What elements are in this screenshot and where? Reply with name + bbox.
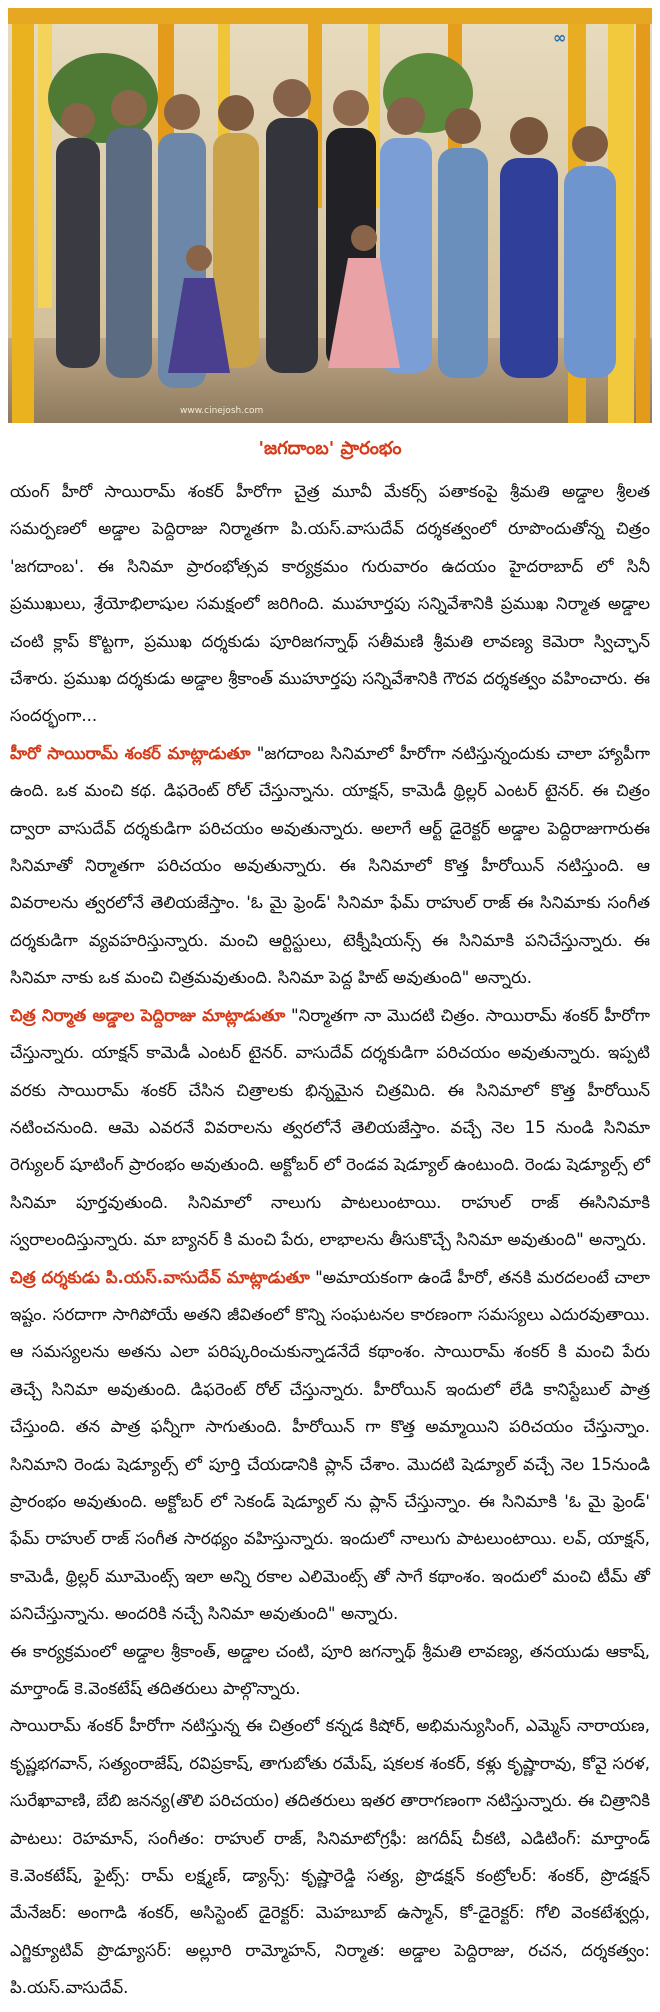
article-paragraph (10, 1707, 650, 2006)
paragraph-lead: చిత్ర నిర్మాత అడ్డాల పెద్దిరాజు మాట్లాడుతూ (10, 1005, 286, 1025)
paragraph-text: "నిర్మాతగా నా మొదటి చిత్రం. సాయిరామ్ శంకర్ హీరోగా చేస్తున్నారు. యాక్షన్ కామెడీ ఎంటర్ టైనర్. వాసుదేవ్ దర్శకుడిగా పరిచయం అవుతున్నారు. ఇప్పటి వరకు సాయిరామ్ శంకర్ చేసిన చిత్రాలకు భిన్నమైన చిత్రమిది. ఈ సినిమాలో కొత్త హీరోయిన్ నటించనుంది. ఆమె ఎవరనే వివరాలను త్వరలోనే తెలియజేస్తాం. వచ్చే నెల 15 నుండి సినిమా రెగ్యులర్ షూటింగ్ ప్రారంభం అవుతుంది. అక్టోబర్ లో రెండవ షెడ్యూల్ ఉంటుంది. రెండు షెడ్యూల్స్ లో సినిమా పూర్తవుతుంది. సినిమాలో నాలుగు పాటలుంటాయి. రాహుల్ రాజ్ ఈసినిమాకి స్వరాలందిస్తున్నారు. మా బ్యానర్ కి మంచి పేరు, లాభాలను తీసుకొచ్చే సినిమా అవుతుంది" అన్నారు. (10, 1005, 650, 1250)
photo-watermark: www.cinejosh.com (180, 406, 264, 416)
paragraph-text: "జగదాంబ సినిమాలో హీరోగా నటిస్తున్నందుకు చాలా హ్యాపీగా ఉంది. ఒక మంచి కథ. డిఫరెంట్ రోల్ చేస్తున్నాను. యాక్షన్, కామెడీ థ్రిల్లర్ ఎంటర్ టైనర్. ఈ చిత్రం ద్వారా వాసుదేవ్ దర్శకుడిగా పరిచయం అవుతున్నారు. అలాగే ఆర్ట్ డైరెక్టర్ అడ్డాల పెద్దిరాజుగారుఈ సినిమాతో నిర్మాతగా పరిచయం అవుతున్నారు. ఈ సినిమాలో కొత్త హీరోయిన్ నటిస్తుంది. ఆ వివరాలను త్వరలోనే తెలియజేస్తాం. 'ఓ మై ఫ్రెండ్' సినిమా ఫేమ్ రాహుల్ రాజ్ ఈ సినిమాకు సంగీత దర్శకుడిగా వ్యవహరిస్తున్నారు. మంచి ఆర్టిస్టులు, టెక్నీషియన్స్ ఈ సినిమాకి పనిచేస్తున్నారు. ఈ సినిమా నాకు ఒక మంచి చిత్రమవుతుంది. సినిమా పెద్ద హిట్ అవుతుంది" అన్నారు. (10, 743, 650, 988)
paragraph-text: సాయిరామ్ శంకర్ హీరోగా నటిస్తున్న ఈ చిత్రంలో కన్నడ కిషోర్, అభిమన్యుసింగ్, ఎమ్మెస్ నారాయణ, కృష్ణభగవాన్, సత్యంరాజేష్, రవిప్రకాష్, తాగుబోతు రమేష్, షకలక శంకర్, కళ్లు కృష్ణారావు, కోవై సరళ, సురేఖావాణి, బేబి జనన్య(తొలి పరిచయం) తదితరులు ఇతర తారాగణంగా నటిస్తున్నారు. ఈ చిత్రానికి పాటలు: రెహమాన్, సంగీతం: రాహుల్ రాజ్, సినిమాటోగ్రఫీ: జగదీష్ చీకటి, ఎడిటింగ్: మార్తాండ్ కె.వెంకటేష్, ఫైట్స్: రామ్ లక్ష్మణ్, డ్యాన్స్: కృష్ణారెడ్డి సత్య, ప్రొడక్షన్ కంట్రోలర్: శంకర్, ప్రొడక్షన్ మేనేజర్: అంగాడి శంకర్, అసిస్టెంట్ డైరెక్టర్: మెహబూబ్ ఉస్మాన్, కో-డైరెక్టర్: గోలి వెంకటేశ్వర్లు, ఎగ్జిక్యూటివ్ ప్రొడ్యూసర్: అల్లూరి రామ్మోహన్, నిర్మాత: అడ్డాల పెద్దిరాజు, రచన, దర్శకత్వం: పి.యస్.వాసుదేవ్. (10, 1716, 650, 1998)
article-paragraph (10, 997, 650, 1259)
article-paragraph (10, 735, 650, 997)
article-body (10, 473, 650, 2007)
paragraph-text: ఈ కార్యక్రమంలో అడ్డాల శ్రీకాంత్, అడ్డాల చంటి, పూరి జగన్నాథ్ శ్రీమతి లావణ్య, తనయుడు ఆకాష్, మార్తాండ్ కె.వెంకటేష్ తదితరులు పాల్గొన్నారు. (10, 1641, 650, 1698)
paragraph-text: యంగ్ హీరో సాయిరామ్ శంకర్ హీరోగా చైత్ర మూవీ మేకర్స్ పతాకంపై శ్రీమతి అడ్డాల శ్రీలత సమర్పణలో అడ్డాల పెద్దిరాజు నిర్మాతగా పి.యస్.వాసుదేవ్ దర్శకత్వంలో రూపొందుతోన్న చిత్రం 'జగదాంబ'. ఈ సినిమా ప్రారంభోత్సవ కార్యక్రమం గురువారం ఉదయం హైదరాబాద్ లో సినీ ప్రముఖులు, శ్రేయోభిలాషుల సమక్షంలో జరిగింది. ముహూర్తపు సన్నివేశానికి ప్రముఖ నిర్మాత అడ్డాల చంటి క్లాప్ కొట్టగా, ప్రముఖ దర్శకుడు పూరిజగన్నాథ్ సతీమణి శ్రీమతి లావణ్య కెమెరా స్విచ్ఛాన్ చేశారు. ప్రముఖ దర్శకుడు అడ్డాల శ్రీకాంత్ ముహూర్తపు సన్నివేశానికి గౌరవ దర్శకత్వం వహించారు. ఈ సందర్భంగా... (10, 482, 650, 726)
paragraph-lead: చిత్ర దర్శకుడు పి.యస్.వాసుదేవ్ మాట్లాడుతూ (10, 1267, 310, 1287)
paragraph-lead: హీరో సాయిరామ్ శంకర్ మాట్లాడుతూ (10, 743, 251, 763)
svg-text:∞: ∞ (553, 28, 567, 47)
event-photo (8, 8, 652, 423)
article-paragraph (10, 473, 650, 735)
event-photo-illustration (8, 8, 652, 423)
article-paragraph (10, 1259, 650, 1633)
paragraph-text: "అమాయకంగా ఉండే హీరో, తనకి మరదలంటే చాలా ఇష్టం. సరదాగా సాగిపోయే అతని జీవితంలో కొన్ని సంఘటనల కారణంగా సమస్యలు ఎదురవుతాయి. ఆ సమస్యలను అతను ఎలా పరిష్కరించుకున్నాడనేదే కథాంశం. సాయిరామ్ శంకర్ కి మంచి పేరు తెచ్చే సినిమా అవుతుంది. డిఫరెంట్ రోల్ చేస్తున్నారు. హీరోయిన్ ఇందులో లేడి కానిస్టేబుల్ పాత్ర చేస్తుంది. తన పాత్ర ఫన్నీగా సాగుతుంది. హీరోయిన్ గా కొత్త అమ్మాయిని పరిచయం చేస్తున్నాం. సినిమాని రెండు షెడ్యూల్స్ లో పూర్తి చేయడానికి ప్లాన్ చేశాం. మొదటి షెడ్యూల్ వచ్చే నెల 15నుండి ప్రారంభం అవుతుంది. అక్టోబర్ లో సెకండ్ షెడ్యూల్ ను ప్లాన్ చేస్తున్నాం. ఈ సినిమాకి 'ఓ మై ఫ్రెండ్' ఫేమ్ రాహుల్ రాజ్ సంగీత సారథ్యం వహిస్తున్నారు. ఇందులో నాలుగు పాటలుంటాయి. లవ్, యాక్షన్, కామెడీ, థ్రిల్లర్ మూమెంట్స్ ఇలా అన్ని రకాల ఎలిమెంట్స్ తో సాగే కథాంశం. ఇందులో మంచి టీమ్ తో పనిచేస్తున్నాను. అందరికి నచ్చే సినిమా అవుతుంది" అన్నారు. (10, 1267, 650, 1624)
article-paragraph (10, 1633, 650, 1708)
article-title: 'జగదాంబ' ప్రారంభం (258, 438, 402, 459)
